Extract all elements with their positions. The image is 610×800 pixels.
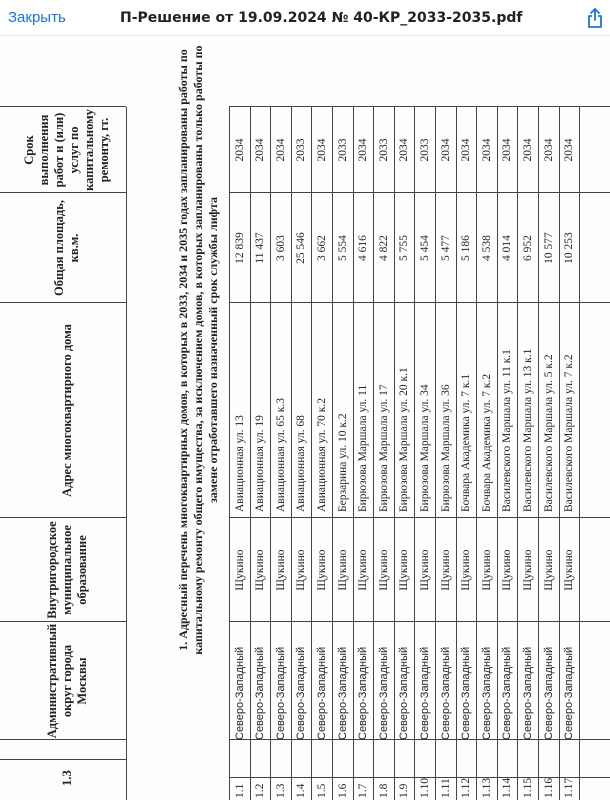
district-cell: Северо-Западный	[295, 646, 308, 740]
area-cell: 4 538	[480, 235, 493, 261]
district-cell: Северо-Западный	[439, 646, 452, 740]
year-cell: 2034	[254, 138, 267, 162]
grid-line	[0, 759, 126, 760]
year-cell: 2034	[357, 138, 370, 162]
district-cell: Северо-Западный	[254, 646, 267, 740]
address-cell: Василевского Маршала ул. 7 к.2	[563, 354, 576, 512]
year-cell: 2033	[336, 138, 349, 162]
address-cell: Авиационная ул. 68	[295, 415, 308, 512]
grid-line	[0, 517, 126, 518]
area-cell: 3 603	[274, 235, 287, 261]
district-cell: Северо-Западный	[418, 646, 431, 740]
municipality-cell: Щукино	[398, 549, 411, 591]
year-cell: 2034	[398, 138, 411, 162]
address-cell: Василевского Маршала ул. 13 к.1	[521, 348, 534, 512]
municipality-cell: Щукино	[357, 549, 370, 591]
year-cell: 2034	[563, 138, 576, 162]
column-header-municipality: Внутригородское муниципальное образование	[44, 521, 89, 619]
document-title: П-Решение от 19.09.2024 № 40-КР_2033-2035.pdf	[120, 10, 523, 26]
area-cell: 4 616	[357, 235, 370, 261]
municipality-cell: Щукино	[501, 549, 514, 591]
year-cell: 2034	[315, 138, 328, 162]
share-button[interactable]	[585, 7, 605, 29]
year-cell: 2034	[501, 138, 514, 162]
section-number: 1.3	[59, 770, 74, 786]
municipality-cell: Щукино	[439, 549, 452, 591]
column-header-term: Срок выполнения работ и (или) услуг по капитальному ремонту, гг.	[22, 109, 111, 191]
column-header-area: Общая площадь, кв.м.	[52, 200, 81, 296]
district-cell: Северо-Западный	[357, 646, 370, 740]
district-cell: Северо-Западный	[274, 646, 287, 740]
municipality-cell: Щукино	[480, 549, 493, 591]
address-cell: Бочвара Академика ул. 7 к.2	[480, 373, 493, 512]
area-cell: 5 477	[439, 235, 452, 261]
municipality-cell: Щукино	[460, 549, 473, 591]
year-cell: 2034	[460, 138, 473, 162]
grid-line	[0, 192, 126, 193]
district-cell: Северо-Западный	[563, 646, 576, 740]
municipality-cell: Щукино	[542, 549, 555, 591]
year-cell: 2034	[439, 138, 452, 162]
column-header-address: Адрес многоквартирного дома	[59, 324, 74, 497]
grid-line	[0, 739, 126, 740]
municipality-cell: Щукино	[274, 549, 287, 591]
area-cell: 10 253	[563, 232, 576, 264]
area-cell: 25 546	[295, 232, 308, 264]
year-cell: 2034	[542, 138, 555, 162]
grid-line	[579, 107, 580, 800]
address-cell: Бирюзова Маршала ул. 20 к.1	[398, 367, 411, 512]
address-cell: Авиационная ул. 19	[254, 415, 267, 512]
district-cell: Северо-Западный	[233, 646, 246, 740]
rotated-document-page	[0, 37, 610, 800]
municipality-cell: Щукино	[315, 549, 328, 591]
area-cell: 11 437	[254, 232, 267, 264]
district-cell: Северо-Западный	[521, 646, 534, 740]
row-number: 1.1	[233, 783, 246, 798]
address-cell: Авиационная ул. 70 к.2	[315, 398, 328, 512]
row-number: 1.4	[295, 783, 308, 798]
area-cell: 5 554	[336, 235, 349, 261]
row-number: 1.17	[563, 778, 576, 798]
district-cell: Северо-Западный	[480, 646, 493, 740]
municipality-cell: Щукино	[563, 549, 576, 591]
row-number: 1.3	[274, 783, 287, 798]
row-number: 1.12	[460, 778, 473, 798]
row-number: 1.8	[377, 783, 390, 798]
area-cell: 12 839	[233, 232, 246, 264]
row-number: 1.5	[315, 783, 328, 798]
address-cell: Берзарина ул. 10 к.2	[336, 413, 349, 512]
grid-line	[0, 621, 126, 622]
address-cell: Авиационная ул. 65 к.3	[274, 398, 287, 512]
area-cell: 4 014	[501, 235, 514, 261]
section-heading: 1. Адресный перечень многоквартирных домов, в которых в 2033, 2034 и 2035 годах запланированы работы по капитальному ремонту общего имущества, за исключением домов, в которых запланированы только работы по замене отработавшего назначенный срок службы лифта	[176, 45, 220, 655]
year-cell: 2034	[274, 138, 287, 162]
year-cell: 2034	[480, 138, 493, 162]
row-number: 1.10	[418, 778, 431, 798]
year-cell: 2033	[418, 138, 431, 162]
address-cell: Бирюзова Маршала ул. 11	[357, 384, 370, 512]
district-cell: Северо-Западный	[542, 646, 555, 740]
row-number: 1.15	[521, 778, 534, 798]
area-cell: 5 755	[398, 235, 411, 261]
district-cell: Северо-Западный	[315, 646, 328, 740]
year-cell: 2033	[295, 138, 308, 162]
municipality-cell: Щукино	[233, 549, 246, 591]
area-cell: 5 186	[460, 235, 473, 261]
year-cell: 2034	[521, 138, 534, 162]
row-number: 1.6	[336, 783, 349, 798]
district-cell: Северо-Западный	[460, 646, 473, 740]
municipality-cell: Щукино	[295, 549, 308, 591]
address-cell: Бирюзова Маршала ул. 17	[377, 384, 390, 512]
grid-line	[0, 302, 126, 303]
municipality-cell: Щукино	[521, 549, 534, 591]
district-cell: Северо-Западный	[398, 646, 411, 740]
address-cell: Василевского Маршала ул. 11 к.1	[501, 349, 514, 512]
share-icon	[585, 17, 605, 32]
row-number: 1.11	[439, 778, 452, 798]
row-number: 1.2	[254, 783, 267, 798]
municipality-cell: Щукино	[377, 549, 390, 591]
address-cell: Бирюзова Маршала ул. 34	[418, 384, 431, 512]
close-button[interactable]: Закрыть	[8, 9, 66, 26]
row-number: 1.13	[480, 778, 493, 798]
municipality-cell: Щукино	[418, 549, 431, 591]
row-number: 1.16	[542, 778, 555, 798]
area-cell: 3 662	[315, 235, 328, 261]
row-number: 1.9	[398, 783, 411, 798]
grid-line	[0, 106, 126, 107]
document-viewer[interactable]	[0, 37, 610, 800]
row-number: 1.7	[357, 783, 370, 798]
district-cell: Северо-Западный	[336, 646, 349, 740]
year-cell: 2033	[377, 138, 390, 162]
municipality-cell: Щукино	[254, 549, 267, 591]
district-cell: Северо-Западный	[501, 646, 514, 740]
address-cell: Бочвара Академика ул. 7 к.1	[460, 373, 473, 512]
year-cell: 2034	[233, 138, 246, 162]
municipality-cell: Щукино	[336, 549, 349, 591]
grid-line	[126, 107, 127, 800]
area-cell: 6 952	[521, 235, 534, 261]
area-cell: 4 822	[377, 235, 390, 261]
area-cell: 10 577	[542, 232, 555, 264]
district-cell: Северо-Западный	[377, 646, 390, 740]
address-cell: Авиационная ул. 13	[233, 415, 246, 512]
column-header-district: Административный округ города Москвы	[44, 623, 89, 739]
top-bar	[0, 0, 610, 36]
address-cell: Бирюзова Маршала ул. 36	[439, 384, 452, 512]
address-cell: Василевского Маршала ул. 5 к.2	[542, 354, 555, 512]
row-number: 1.14	[501, 778, 514, 798]
area-cell: 5 454	[418, 235, 431, 261]
